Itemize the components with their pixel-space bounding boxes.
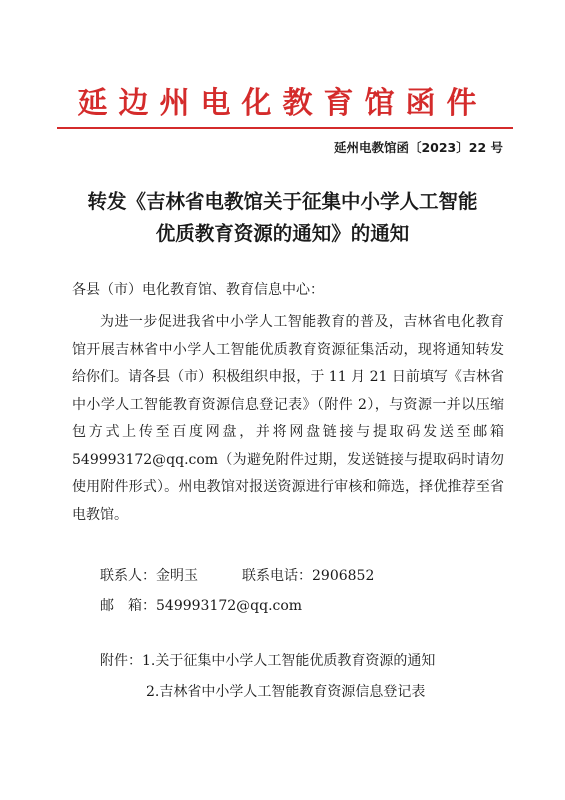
contact-row-email [100, 596, 374, 616]
body-paragraph: 为进一步促进我省中小学人工智能教育的普及，吉林省电化教育馆开展吉林省中小学人工智能优质教育资源征集活动，现将通知转发给你们。请各县（市）积极组织申报，于 11 月 21 日前填写《吉林省中小学人工智能教育资源信息登记表》（附件 2），与资源一并以压缩包方式上传至百度网盘，并将网盘链接与提取码发送至邮箱 549993172@qq.com（为避免附件过期，发送链接与提取码时请勿使用附件形式）。州电教馆对报送资源进行审核和筛选，择优推荐至省电教馆。 [72, 314, 504, 523]
attachment-item: 1.关于征集中小学人工智能优质教育资源的通知 [142, 653, 436, 669]
document-title [40, 186, 525, 250]
contact-phone: 2906852 [312, 568, 375, 584]
contact-row-person [100, 566, 374, 586]
letterhead-title: 延边州电化教育馆函件 [77, 86, 488, 121]
document-body [72, 280, 504, 529]
contact-block [100, 566, 374, 616]
letterhead-red-rule [57, 127, 513, 129]
contact-email-label: 邮 箱： [100, 598, 156, 614]
contact-phone-label: 联系电话： [242, 568, 312, 584]
document-title-line-1: 转发《吉林省电教馆关于征集中小学人工智能 [87, 190, 478, 213]
attachment-row-2 [100, 682, 435, 702]
contact-person: 金明玉 [156, 568, 198, 584]
document-title-line-2: 优质教育资源的通知》的通知 [155, 222, 410, 245]
salutation: 各县（市）电化教育馆、教育信息中心： [72, 282, 324, 298]
attachments-label: 附件： [100, 653, 142, 669]
attachments-block [100, 651, 435, 702]
attachment-row-1 [100, 651, 435, 671]
document-number: 延州电教馆函〔2023〕22 号 [333, 140, 503, 155]
attachment-item: 2.吉林省中小学人工智能教育资源信息登记表 [146, 684, 426, 700]
contact-person-label: 联系人： [100, 568, 156, 584]
contact-email: 549993172@qq.com [156, 598, 303, 614]
